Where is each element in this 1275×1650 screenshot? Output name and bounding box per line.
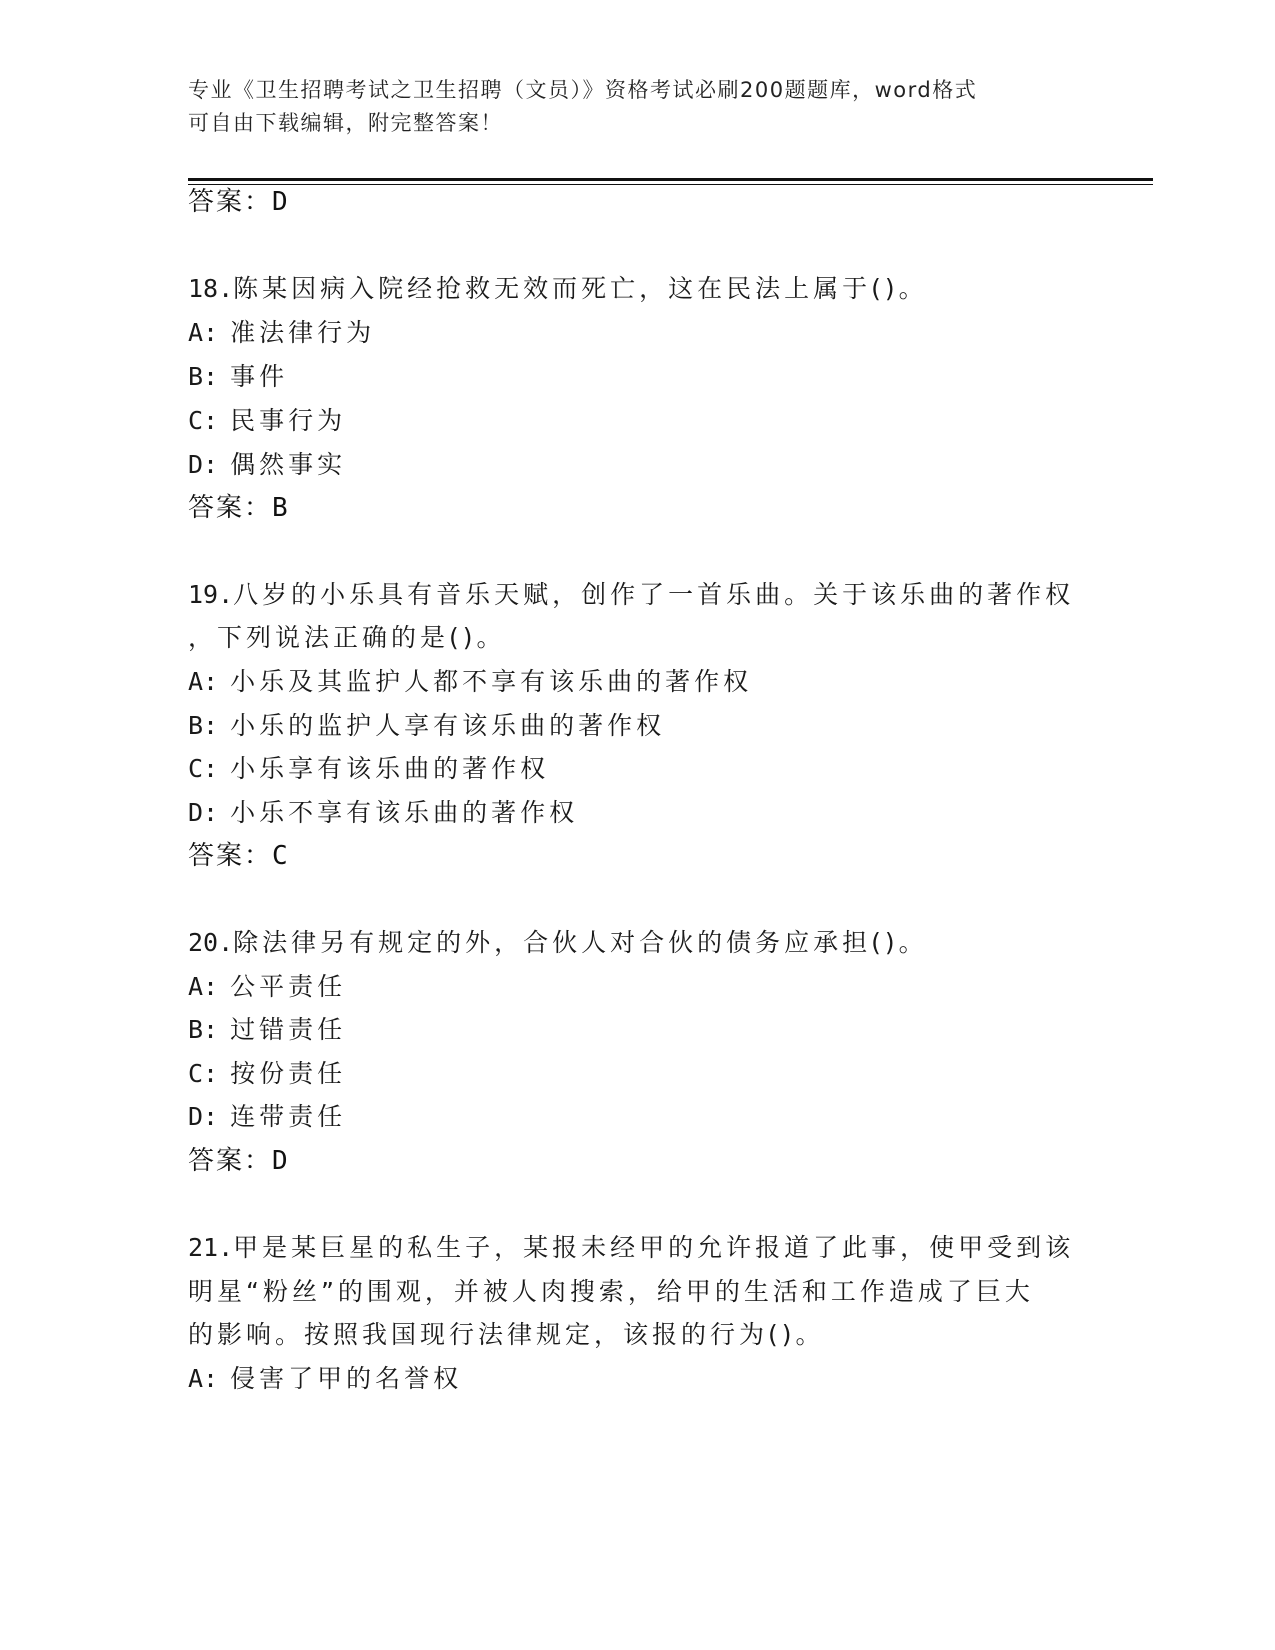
question-text-line	[188, 1232, 1074, 1264]
answer-line	[188, 1145, 288, 1177]
option-line	[188, 1101, 346, 1133]
header-divider-thin	[188, 184, 1153, 185]
question-text-line	[188, 1319, 825, 1351]
option-key: C:	[188, 1059, 219, 1088]
option-key: D:	[188, 450, 219, 479]
question-text-line	[188, 927, 928, 959]
header-divider-thick	[188, 178, 1153, 181]
option-line	[188, 1363, 462, 1395]
previous-answer	[188, 186, 288, 218]
option-text: 事件	[230, 362, 289, 391]
option-line	[188, 405, 346, 437]
option-text: 小乐及其监护人都不享有该乐曲的著作权	[230, 667, 753, 696]
header-line-1: 专业《卫生招聘考试之卫生招聘（文员）》资格考试必刷200题题库，word格式	[188, 78, 978, 102]
option-line	[188, 710, 665, 742]
answer-label: 答案：	[188, 1146, 273, 1176]
question-text-line	[188, 1276, 1034, 1308]
option-key: C:	[188, 406, 219, 435]
option-key: B:	[188, 711, 219, 740]
option-key: A:	[188, 972, 219, 1001]
question-text: 除法律另有规定的外，合伙人对合伙的债务应承担()。	[233, 928, 928, 957]
option-key: A:	[188, 318, 219, 347]
option-line	[188, 753, 549, 785]
option-text: 侵害了甲的名誉权	[230, 1364, 463, 1393]
option-key: D:	[188, 1102, 219, 1131]
option-line	[188, 971, 346, 1003]
option-text: 偶然事实	[230, 450, 347, 479]
answer-value: C	[272, 841, 288, 871]
option-key: C:	[188, 754, 219, 783]
option-text: 小乐享有该乐曲的著作权	[230, 754, 550, 783]
option-text: 连带责任	[230, 1102, 347, 1131]
option-text: 民事行为	[230, 406, 347, 435]
question-number: 21.	[188, 1233, 234, 1262]
question-text: 陈某因病入院经抢救无效而死亡，这在民法上属于()。	[233, 274, 928, 303]
option-line	[188, 449, 346, 481]
question-text: ，下列说法正确的是()。	[188, 623, 506, 652]
question-text: 八岁的小乐具有音乐天赋，创作了一首乐曲。关于该乐曲的著作权	[233, 580, 1075, 609]
answer-line	[188, 492, 288, 524]
answer-value: D	[272, 187, 288, 217]
question-number: 18.	[188, 274, 234, 303]
option-key: B:	[188, 1015, 219, 1044]
option-key: A:	[188, 1364, 219, 1393]
option-text: 公平责任	[230, 972, 347, 1001]
option-key: D:	[188, 798, 219, 827]
option-key: B:	[188, 362, 219, 391]
option-line	[188, 797, 578, 829]
option-text: 过错责任	[230, 1015, 347, 1044]
answer-label: 答案：	[188, 841, 273, 871]
option-line	[188, 1014, 346, 1046]
answer-value: D	[272, 1146, 288, 1176]
header-line-2: 可自由下载编辑，附完整答案！	[188, 111, 503, 135]
option-text: 小乐不享有该乐曲的著作权	[230, 798, 579, 827]
question-number: 20.	[188, 928, 234, 957]
option-line	[188, 317, 375, 349]
document-header	[188, 74, 1088, 140]
option-text: 按份责任	[230, 1059, 347, 1088]
option-line	[188, 361, 288, 393]
answer-line	[188, 840, 288, 872]
answer-value: B	[272, 493, 288, 523]
option-text: 准法律行为	[230, 318, 376, 347]
answer-label: 答案：	[188, 493, 273, 523]
option-key: A:	[188, 667, 219, 696]
question-text: 的影响。按照我国现行法律规定，该报的行为()。	[188, 1320, 825, 1349]
option-text: 小乐的监护人享有该乐曲的著作权	[230, 711, 666, 740]
question-text-line	[188, 579, 1074, 611]
option-line	[188, 666, 752, 698]
question-text: 甲是某巨星的私生子，某报未经甲的允许报道了此事，使甲受到该	[233, 1233, 1075, 1262]
question-text-line	[188, 273, 928, 305]
question-text: 明星“粉丝”的围观，并被人肉搜索，给甲的生活和工作造成了巨大	[188, 1277, 1034, 1306]
option-line	[188, 1058, 346, 1090]
question-number: 19.	[188, 580, 234, 609]
question-text-line	[188, 622, 506, 654]
answer-label: 答案：	[188, 187, 273, 217]
